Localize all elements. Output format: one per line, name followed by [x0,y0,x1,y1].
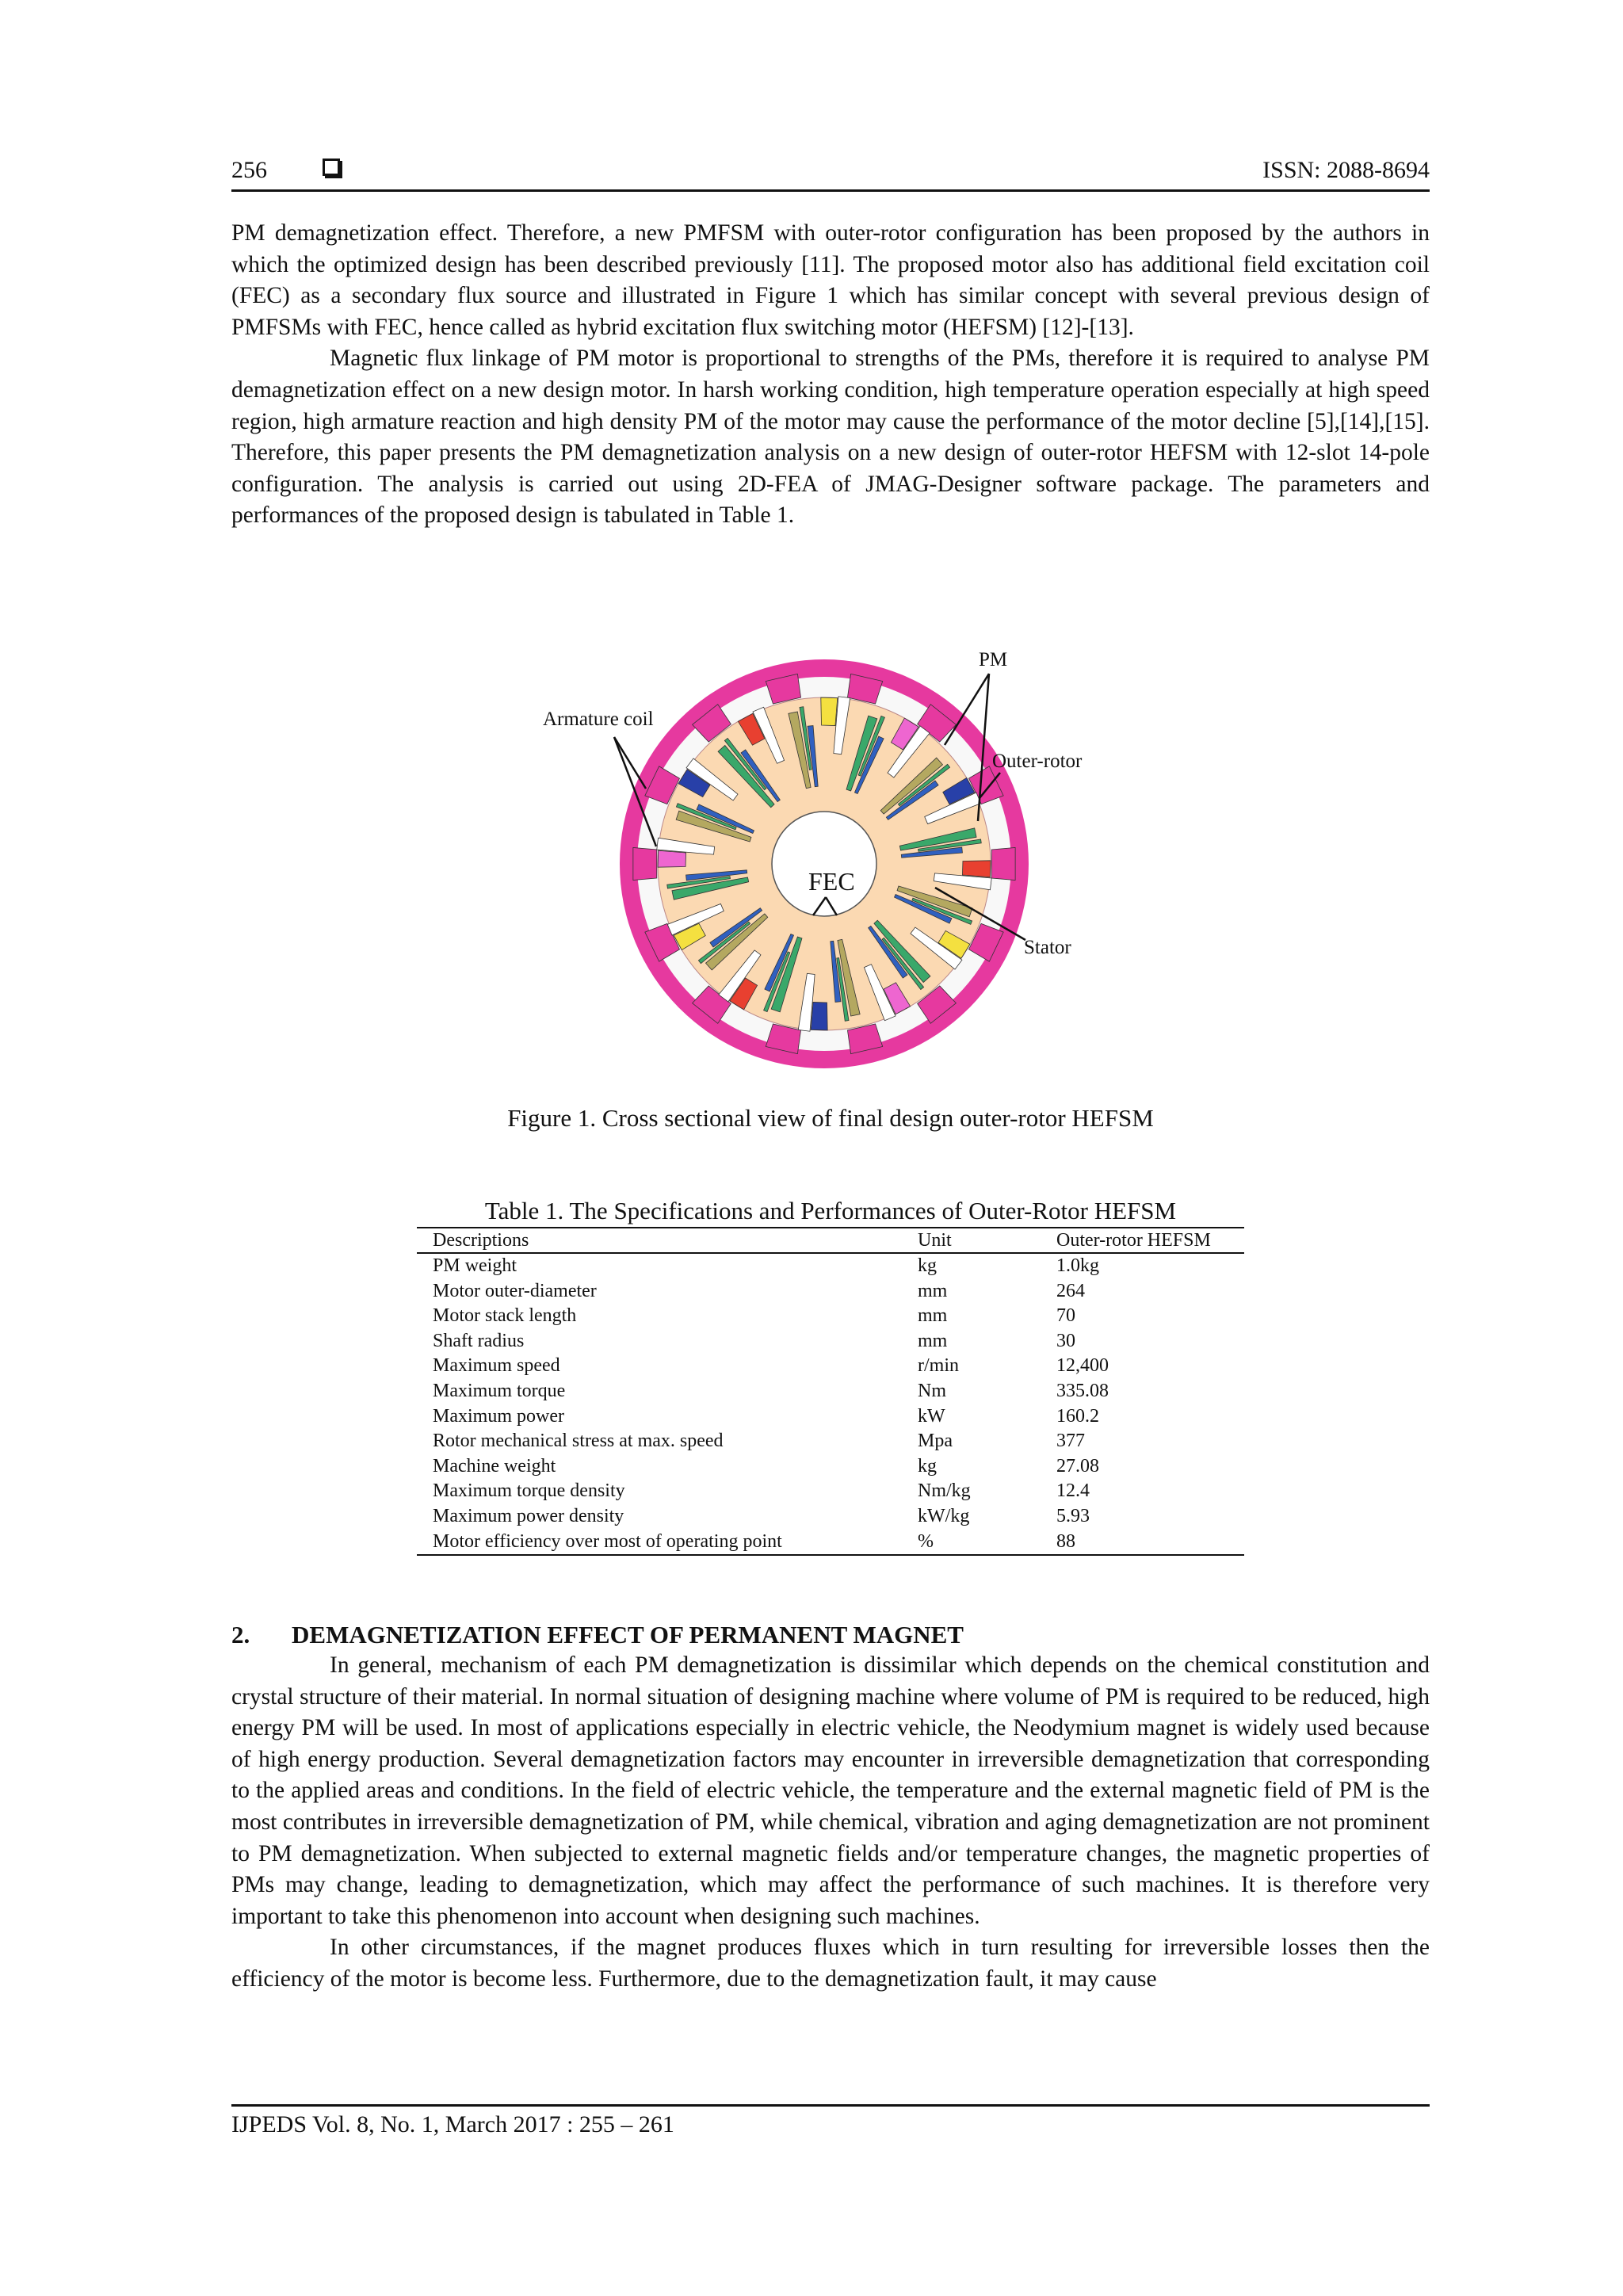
table-cell: 88 [1041,1530,1244,1556]
header-cell: Unit [902,1228,1041,1253]
table-cell: 12,400 [1056,1355,1109,1377]
intro-paragraph-2: Magnetic flux linkage of PM motor is proportional to strengths of the PMs, therefore it is required to analyse PM demagnetization effect on a new design motor. In harsh working condition, high temperature operation especially at high speed region, high armature reaction and high density PM of the motor may cause the performance of the motor decline [5],[14],[15]. Therefore, this paper presents the PM demagnetization analysis on a new design of outer-rotor HEFSM with 12-slot 14-pole configuration. The analysis is carried out using 2D-FEA of JMAG-Designer software package. The parameters and performances of the proposed design is tabulated in Table 1. [231,346,1430,529]
permanent-magnet [821,697,838,726]
page-number: 256 [231,157,267,183]
section-number: 2. [231,1621,250,1648]
table-cell: Nm/kg [918,1480,971,1502]
running-footer [231,2104,1430,2138]
figure-1 [531,642,1117,1086]
rotor-tooth [633,847,657,880]
section-text [231,1650,1430,1996]
table-cell: 12.4 [1056,1480,1090,1502]
rotor-tooth [991,847,1015,880]
table-cell: Rotor mechanical stress at max. speed [433,1431,724,1452]
table-cell: Machine weight [433,1455,556,1477]
intro-text [231,218,1430,532]
section-title: DEMAGNETIZATION EFFECT OF PERMANENT MAGNET [292,1621,964,1648]
footer-rule [231,2104,1430,2107]
table-row [417,1379,1244,1404]
section-paragraph-2: In other circumstances, if the magnet produces fluxes which in turn resulting for irreversible losses then the efficiency of the motor is become less. Furthermore, due to the demagnetization fault, it may cause [231,1935,1430,1992]
table-cell: kW/kg [918,1505,970,1526]
label-armature-coil: Armature coil [543,709,654,730]
table-cell: Motor outer-diameter [433,1280,597,1301]
permanent-magnet [658,850,686,867]
table-cell: 70 [1056,1305,1075,1327]
header-rule [231,189,1430,192]
table-cell: kg [918,1255,937,1276]
motor-drawing [620,659,1029,1068]
checkbox-square-icon [323,159,340,176]
spec-table [417,1227,1244,1556]
permanent-magnet [811,1002,827,1030]
table-cell: mm [918,1280,948,1301]
permanent-magnet [962,861,991,877]
intro-paragraph-1: PM demagnetization effect. Therefore, a new PMFSM with outer-rotor configuration has been proposed by the authors in which the optimized design has been described previously [11]. The proposed motor also has additional field excitation coil (FEC) as a secondary flux source and illustrated in Figure 1 which has similar concept with several previous design of PMFSMs with FEC, hence called as hybrid excitation flux switching motor (HEFSM) [12]-[13]. [231,220,1430,340]
table-cell: r/min [918,1355,959,1377]
table-cell: 27.08 [1056,1455,1099,1477]
label-fec: FEC [808,867,855,896]
table-cell: kW [918,1405,945,1427]
running-header [231,151,1430,192]
issn: ISSN: 2088-8694 [1262,157,1430,183]
section-heading [231,1621,964,1649]
table-body [417,1253,1244,1555]
header-cell: Outer-rotor HEFSM [1041,1228,1244,1253]
header-cell: Descriptions [417,1228,902,1253]
table-row [417,1329,1244,1354]
table-cell: Motor stack length [433,1305,577,1327]
table-row [417,1454,1244,1480]
table-cell: Nm [918,1380,946,1401]
table-cell: mm [918,1330,948,1351]
table-cell: Mpa [918,1431,953,1452]
label-outer-rotor: Outer-rotor [992,751,1083,772]
table-cell: 335.08 [1056,1380,1109,1401]
table-row [417,1253,1244,1279]
label-pm: PM [979,649,1008,670]
table-cell: Motor efficiency over most of operating point [417,1530,902,1556]
table-cell: Maximum speed [433,1355,560,1377]
table-cell: kg [918,1455,937,1477]
label-stator: Stator [1024,937,1071,958]
table-cell: Maximum power density [433,1505,624,1526]
section-paragraph-1: In general, mechanism of each PM demagnetization is dissimilar which depends on the chemical constitution and crystal structure of their material. In normal situation of designing machine where volume of PM is required to be reduced, high energy PM will be used. In most of applications especially in electric vehicle, the Neodymium magnet is widely used because of high energy production. Several demagnetization factors may encounter in irreversible demagnetization that corresponding to the applied areas and conditions. In the field of electric vehicle, the temperature and the external magnetic field of PM is the most contributes in irreversible demagnetization of PM, while chemical, vibration and aging demagnetization are not prominent to PM demagnetization. When subjected to external magnetic fields and/or temperature changes, the magnetic properties of PMs may change, leading to demagnetization, which may affect the performance of such machines. It is therefore very important to take this phenomenon into account when designing such machines. [231,1652,1430,1929]
table-cell: % [902,1530,1041,1556]
table-row [417,1354,1244,1379]
table-cell: Maximum torque density [433,1480,625,1502]
table-row [417,1530,1244,1556]
footer-citation: IJPEDS Vol. 8, No. 1, March 2017 : 255 – 261 [231,2111,674,2137]
table-cell: Shaft radius [433,1330,525,1351]
motor-cross-section [531,642,1117,1086]
table-row [417,1404,1244,1430]
table-header-row [417,1228,1244,1253]
table-row [417,1479,1244,1504]
table-cell: 264 [1056,1280,1085,1301]
table-cell: Maximum power [433,1405,564,1427]
table-cell: 30 [1056,1330,1075,1351]
table-row [417,1429,1244,1454]
figure-caption: Figure 1. Cross sectional view of final design outer-rotor HEFSM [507,1104,1154,1132]
table-cell: PM weight [433,1255,517,1276]
table-row [417,1504,1244,1530]
table-cell: Maximum torque [433,1380,566,1401]
table-row [417,1304,1244,1329]
table-cell: 160.2 [1056,1405,1099,1427]
table-cell: 5.93 [1056,1505,1090,1526]
table-cell: 1.0kg [1056,1255,1099,1276]
table-cell: mm [918,1305,948,1327]
table-cell: 377 [1056,1431,1085,1452]
table-title: Table 1. The Specifications and Performances of Outer-Rotor HEFSM [484,1197,1177,1224]
table-row [417,1279,1244,1305]
